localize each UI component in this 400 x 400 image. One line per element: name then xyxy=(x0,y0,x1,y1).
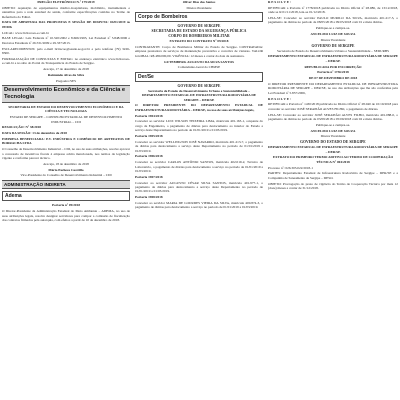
contract-signer-role: Comandante-Geral do CBMSE xyxy=(177,65,221,70)
notice-signer-role: Pregoeiro/SES xyxy=(56,78,76,83)
portaria-number-3: Portaria nº 1736/2018 xyxy=(317,70,349,75)
der-director-intro: O DIRETOR PRESIDENTE DO DEPARTAMENTO ESTADUAL DE INFRAESTRUTURA RODOVIÁRIA – DER/SE, no uso de suas atribuições legais, xyxy=(135,103,263,112)
contract-signer: GUTEMBERG AUGUSTO DA SILVA SANTOS xyxy=(164,59,234,64)
extract-object: OBJETO: Prorrogação do prazo de vigência do Termo de Cooperação Técnica por mais 12 (doze) meses a contar de 31/12/2018. xyxy=(268,181,398,190)
portaria-d-number: Portaria 1907/2018 xyxy=(135,174,163,179)
rectification-3: RETIFICAR a Portaria nº 1430/2018 publicada no Diário Oficial nº 28.040 de 10/10/2018 para conceder ao servidor JOSÉ SERAPIÃO ALVES FILHO, o pagamento de diárias. xyxy=(268,102,398,111)
secretariat-title: SECRETARIA DE ESTADO DA SEGURANÇA PÚBLICA xyxy=(151,29,247,34)
signer-2-role: Diretor Presidente xyxy=(320,134,346,139)
org-subtitle: ESTADO DE SERGIPE – CONSELHO ESTADUAL DE DESENVOLVIMENTO INDUSTRIAL – CDI xyxy=(9,115,123,124)
agency-box-fire-department: Corpo de Bombeiros xyxy=(135,12,263,22)
director-intro-3: O DIRETOR PRESIDENTE DO DEPARTAMENTO ESTADUAL DE INFRAESTRUTURA RODOVIÁRIA DE SERGIPE – DER/SE, no uso das atribuições que lhe são conferidas pela Lei Estadual nº 5.857/2006, xyxy=(268,81,398,95)
portaria-text: O Diretor-Presidente da Administração Estadual do Meio Ambiente – ADEMA, no uso de suas atribuições legais, resolve designar servidores para compor a comissão de fiscalização dos contratos firmados pela autarquia, com efeitos a partir de 10 de dezembro de 2018. xyxy=(2,209,130,223)
secretariat-2: Secretaria de Estado do Desenvolvimento Urbano e Sustentabilidade – SEDURBS xyxy=(277,48,389,53)
fire-dept-title: CORPO DE BOMBEIROS MILITAR xyxy=(168,34,230,39)
top-signer-role: Diretor-Presidente xyxy=(186,5,212,10)
notice-clarifications: ESCLARECIMENTOS: pelo e-mail licitacao@saude.se.gov.br e pelo telefone (79) 3226-8300. xyxy=(2,46,130,56)
org-name: SECRETARIA DE ESTADO DO DESENVOLVIMENTO ECONÔMICO E DA CIÊNCIA E TECNOLOGIA xyxy=(8,105,124,114)
resolution-signoff-date: Aracaju, 18 de dezembro de 2018 xyxy=(43,161,89,166)
resolve-heading: R E S O L V E : xyxy=(268,0,291,4)
der-secretariat: Secretaria de Estado do Desenvolvimento Urbano e Sustentabilidade – DEPARTAMENTO ESTADUAL DE INFRAESTRUTURA RODOVIÁRIA DE SERGIPE – DER/SE xyxy=(141,88,257,102)
resolution-text: O Conselho de Desenvolvimento Industrial – CDI, no uso de suas atribuições, resolve aprovar a concessão de incentivos fiscais à empresa acima mencionada, nos termos da legislação vigente e conforme parecer técnico. xyxy=(2,147,130,161)
department-title: DEPARTAMENTO ESTADUAL DE INFRAESTRUTURA RODOVIÁRIA DE SERGIPE – DER/SE xyxy=(268,54,398,63)
notice-heading: PREGÃO ELETRÔNICO N.º 179/2019 xyxy=(37,0,95,4)
extract-title: EXTRATO DO PRIMEIRO TERMO ADITIVO AO TERMO DE COOPERAÇÃO TÉCNICA Nº 004/2018 xyxy=(272,155,394,164)
portaria-b-text: Conceder ao servidor WELLINGTON JOSÉ NAVARRO, matrícula 401.213-7, o pagamento de diárias para deslocamento a serviço deste Departamento no período de 01/01/2019 a 01/03/2019. xyxy=(135,139,263,153)
agency-box-derse: Der/Se xyxy=(135,72,263,82)
notice-signoff-date: Aracaju, 17 de dezembro de 2018 xyxy=(43,67,89,72)
column-2 xyxy=(135,0,263,400)
beneficiary-company: EMPRESA BENEFICIADA: P.V. INDÚSTRIA E COMÉRCIO DE ARTEFATOS DE BORRACHA LTDA xyxy=(2,137,130,146)
notice-formalization: FORMALIZAÇÃO DE CONSULTAS E EDITAL: no endereço eletrônico www.licitacoes-e.com.br e no sítio do Portal da Transparência do Estado de Sergipe. xyxy=(2,56,130,66)
resolution-signer-role: Vice-Presidente do Conselho de Desenvolvimento Industrial – CDI xyxy=(20,173,112,178)
resolve-heading-2: R E S O L V E : xyxy=(268,96,291,101)
contract-extract-text: CONTRATANTE: Corpo de Bombeiros Militar do Estado de Sergipe. CONTRATADA: empresa prestadora de serviços de manutenção preventiva e corretiva de viaturas. VALOR GLOBAL: R$ 480.000,00. VIGÊNCIA: 12 meses a contar da data da assinatura. xyxy=(135,45,263,58)
signer-2: ANCELMO LUIZ DE SOUZA xyxy=(310,128,356,133)
notice-legal-basis: BASE LEGAL: Leis Federais nº 10.520/2002 e 8.666/1993, Lei Estadual nº 5.848/2006 e Decretos Estaduais nº 26.531/2009 e 29.337/2013. xyxy=(2,36,130,45)
der-gov-title: GOVERNO DE SERGIPE xyxy=(177,83,221,88)
gov-title: GOVERNO DE SERGIPE xyxy=(177,24,221,29)
portaria-e-number: Portaria 1908/2018 xyxy=(135,195,163,200)
section-band-indirect-administration: ADMINISTRAÇÃO INDIRETA xyxy=(2,180,130,190)
notice-portal: LOCAL: www.licitacoes-e.com.br xyxy=(2,30,49,35)
portaria-c-number: Portaria 1906/2018 xyxy=(135,154,163,159)
notice-opening-date: DATA DE ABERTURA DAS PROPOSTAS E SESSÃO DE DISPUTA: 04/01/2019 às 09:00h xyxy=(2,20,130,29)
gov-title-2: GOVERNO DE SERGIPE xyxy=(311,43,355,48)
rectification-2: LEIA-SE: Conceder ao servidor PAULO MURILO DA SILVA, matrícula 401.217-5, o pagamento de diárias no período de 08/05/2018 a 09/05/2018 com 01 e meia diárias. xyxy=(268,16,398,25)
gov-title-3: GOVERNO DO ESTADO DE SERGIPE xyxy=(300,140,366,145)
resolution-signer: Mário Pacheco Castrillo xyxy=(48,167,84,172)
rectification-4: LEIA-SE: Conceder ao servidor JOSÉ SERAPIÃO ALVES FILHO, matrícula 401.088-0, o pagamento de diárias no período de 03/09/2018 a 05/09/2018 com 02 e meia diárias. xyxy=(268,112,398,121)
rectification-1: RETIFICAR a Portaria nº 1778/2018 publicada no Diário Oficial nº 28.086, de 13/12/2018, onde se lê 01/11/2018, leia-se 01/12/2018. xyxy=(268,5,398,15)
signer-1-role: Diretor Presidente xyxy=(320,37,346,42)
portaria-b-number: Portaria 1905/2018 xyxy=(135,134,163,139)
portaria-number: Portaria nº 09/2018 xyxy=(51,203,81,208)
top-signer: Oliver Dias dos Santos xyxy=(182,0,216,4)
signer-1: ANCELMO LUIZ DE SOUZA xyxy=(310,32,356,36)
contract-extract-title: EXTRATO DO CONTRATO Nº 09/2018 xyxy=(169,39,229,44)
republication-note: REPUBLICADA POR INCORREÇÃO xyxy=(304,64,362,69)
column-3 xyxy=(268,0,398,400)
session-date: DATA DA SESSÃO: 13 de dezembro de 2018 xyxy=(2,131,67,136)
portaria-a-number: Portaria 1904/2018 xyxy=(135,113,163,118)
notice-signer: Raimundo Alves da Silva xyxy=(47,72,85,77)
extract-parties: PARTES: Departamento Estadual de Infraestrutura Rodoviária de Sergipe – DER/SE e a Companhia de Saneamento de Sergipe – DESO. xyxy=(268,171,398,180)
department-title-2: DEPARTAMENTO ESTADUAL DE INFRAESTRUTURA RODOVIÁRIA DE SERGIPE – DER/SE xyxy=(268,145,398,154)
publish-note-2: Publique-se e cumpra-se. xyxy=(315,122,351,127)
resolution-number: RESOLUÇÃO: Nº 38/2018 xyxy=(2,125,41,130)
portaria-a-text: Conceder ao servidor LUIZ WILSON TEIXEIRA LIMA, matrícula 401.163-1, ocupante do cargo de Engenheiro, o pagamento de diárias para deslocamento ao interior do Estado a serviço deste Departamento no período de 01/01/2019 a 01/03/2019. xyxy=(135,119,263,133)
portaria-d-text: Conceder ao servidor AUGUSTO CÉSAR SILVA SANTOS, matrícula 401.977-1, o pagamento de diárias para deslocamento a serviço deste Departamento no período de 01/01/2019 a 01/03/2019. xyxy=(135,180,263,194)
agency-box-adema: Adema xyxy=(2,191,130,201)
publish-note-1: Publique-se e cumpra-se. xyxy=(315,26,351,31)
notice-object: OBJETO: Aquisição de equipamentos médico-hospitalares, mobiliário, instrumentais e utensílios para a rede estadual de saúde, conforme especificações contidas no Termo de Referência do Edital. xyxy=(2,5,130,19)
portaria-date-3: DE 07 DE DEZEMBRO DE 2018 xyxy=(308,76,358,81)
portaria-c-text: Conceder ao servidor CARLOS ANTÔNIO SANTOS, matrícula 402.019-2, Técnico de Laboratório, o pagamento de diárias para deslocamento a serviço no período de 01/01/2019 a 01/03/2019. xyxy=(135,160,263,174)
portaria-e-text: Conceder ao servidor MARIA DE LOURDES VIEIRA DA SILVA, matrícula 400.874-3, o pagamento de diárias para deslocamento a serviço no período de 01/01/2019 a 01/03/2019. xyxy=(135,201,263,210)
section-band-economic-development: Desenvolvimento Econômico e da Ciência e Tecnologia xyxy=(2,85,130,103)
column-1 xyxy=(2,0,130,400)
process-number: Processo nº: 026.303.022/2018-1 xyxy=(268,165,313,170)
